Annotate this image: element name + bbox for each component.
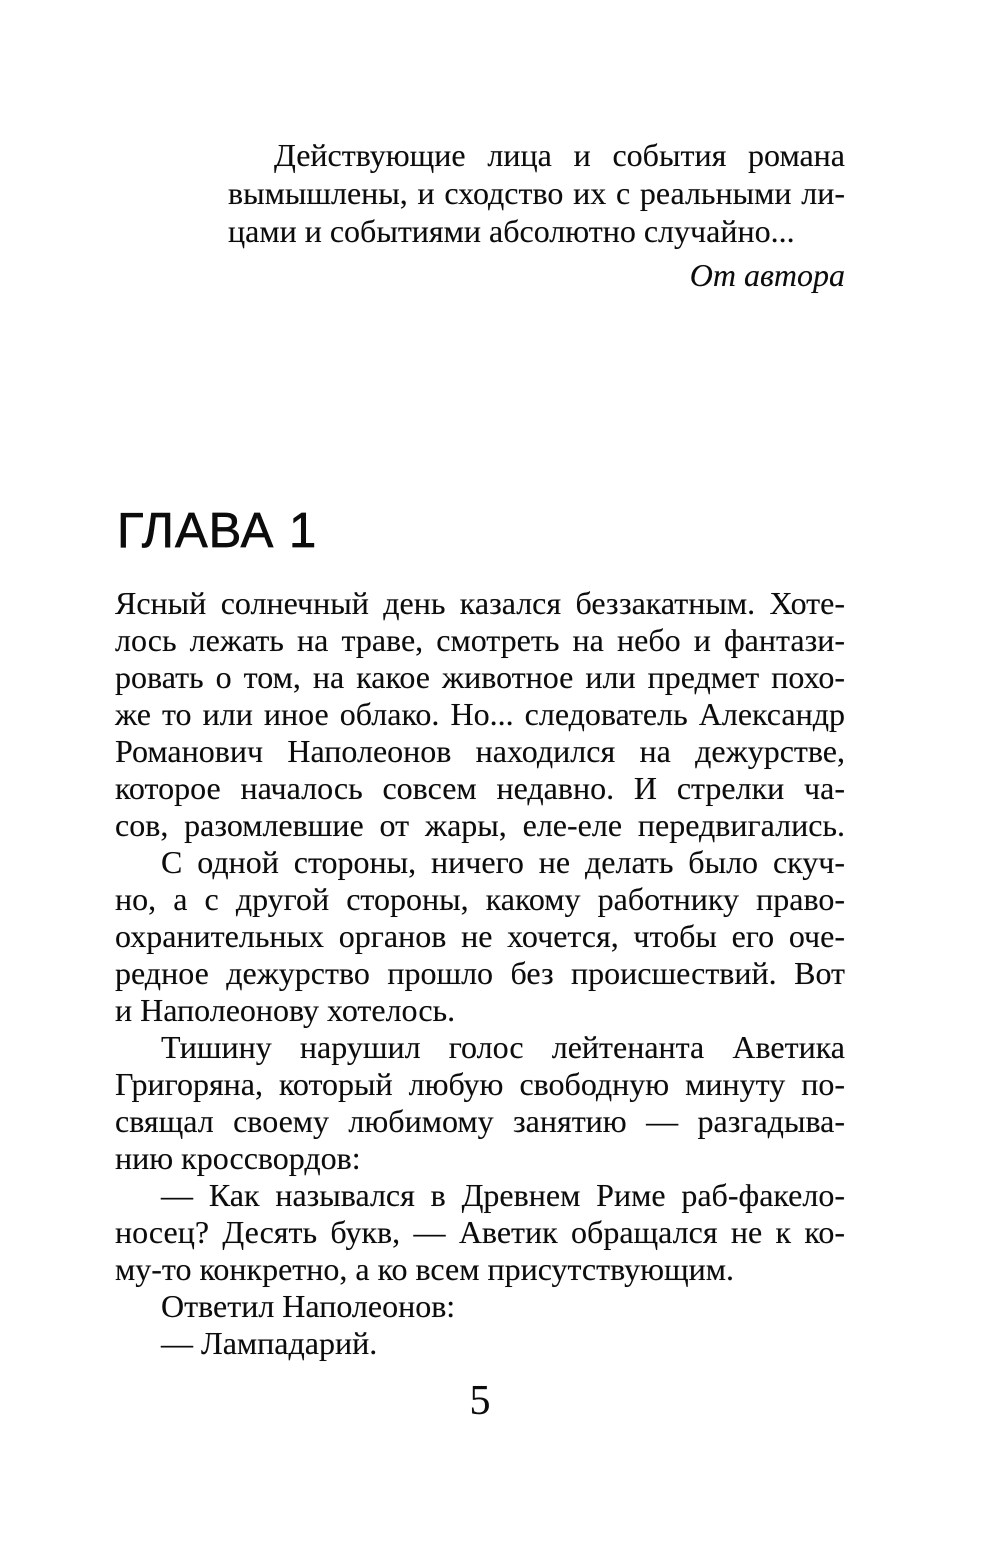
page-number: 5 [469,1378,491,1424]
body-line: Ясный солнечный день казался беззакатным. Хоте- [115,585,845,621]
body-line: редное дежурство прошло без происшествий. Вот [115,955,845,991]
body-line: нию кроссвордов: [115,1140,361,1176]
chapter-body [115,585,845,1362]
body-line: Тишину нарушил голос лейтенанта Аветика [161,1029,845,1065]
epigraph-line: цами и событиями абсолютно случайно... [228,213,795,249]
chapter-title: ГЛАВА 1 [117,504,318,558]
body-line: — Лампадарий. [161,1325,378,1361]
body-line: носец? Десять букв, — Аветик обращался не к ко- [115,1214,845,1250]
body-line: — Как назывался в Древнем Риме раб-факело- [161,1177,845,1213]
body-line: Ответил Наполеонов: [161,1288,456,1324]
epigraph-attribution: От автора [689,257,845,293]
body-line: лось лежать на траве, смотреть на небо и фантази- [115,622,845,658]
body-line: сов, разомлевшие от жары, еле-еле передвигались. [115,807,845,843]
body-line: Григоряна, который любую свободную минуту по- [115,1066,845,1102]
epigraph [228,136,845,294]
body-line: и Наполеонову хотелось. [115,992,456,1028]
epigraph-line: вымышлены, и сходство их с реальными ли- [228,175,845,211]
body-line: Романович Наполеонов находился на дежурстве, [115,733,845,769]
epigraph-line: Действующие лица и события романа [274,137,845,173]
body-line: му-то конкретно, а ко всем присутствующим. [115,1251,734,1287]
body-line: С одной стороны, ничего не делать было скуч- [161,844,845,880]
body-line: свящал своему любимому занятию — разгадыва- [115,1103,845,1139]
body-line: охранительных органов не хочется, чтобы его оче- [115,918,845,954]
body-line: которое началось совсем недавно. И стрелки ча- [115,770,845,806]
body-line: ровать о том, на какое животное или предмет похо- [115,659,845,695]
body-line: но, а с другой стороны, какому работнику право- [115,881,845,917]
body-line: же то или иное облако. Но... следователь Александр [115,696,845,732]
